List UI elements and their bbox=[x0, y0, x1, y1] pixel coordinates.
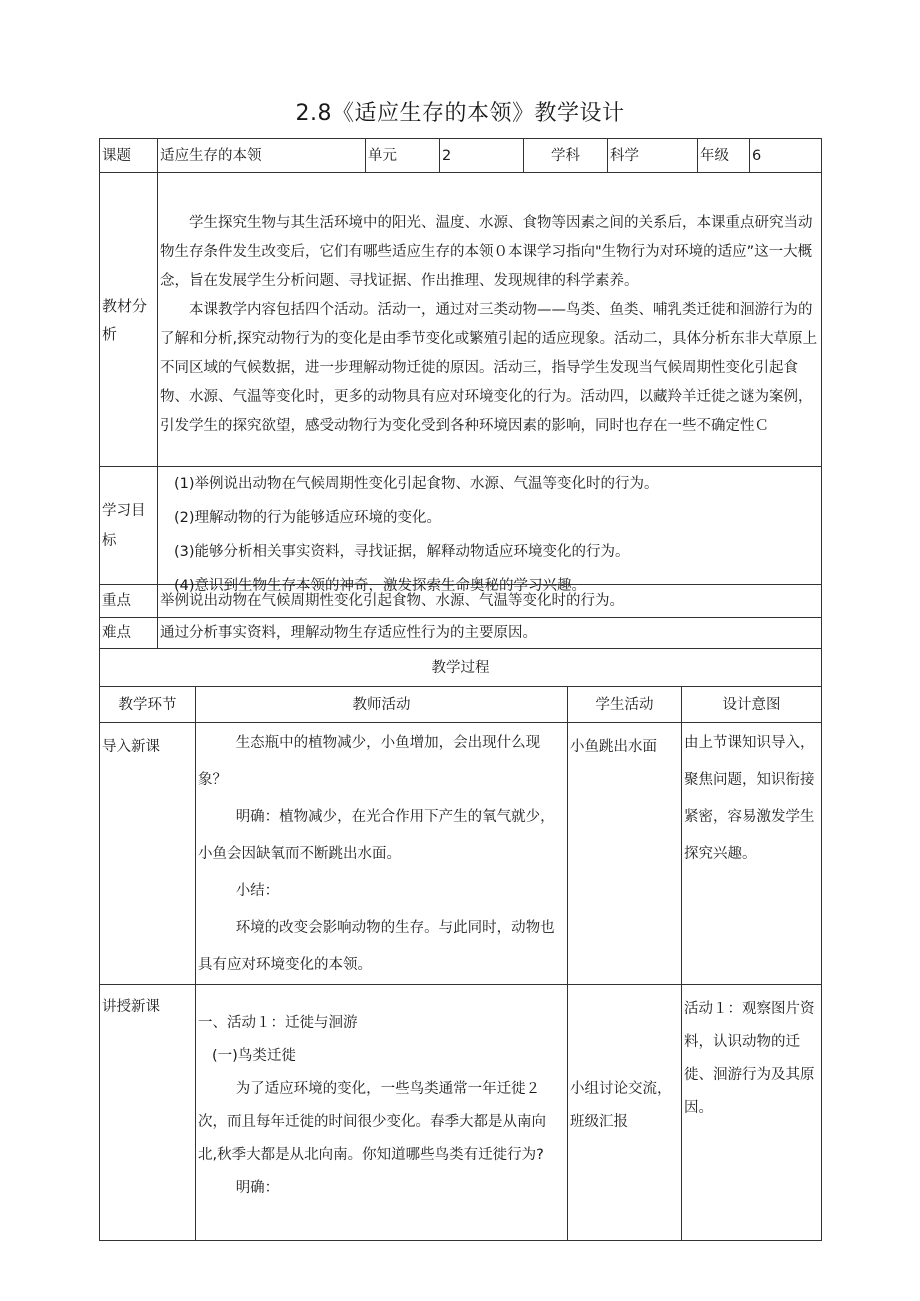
intro-teacher bbox=[196, 723, 568, 985]
lecture-conclusion-label: 明确： bbox=[235, 1180, 280, 1196]
difficulty-value: 通过分析事实资料，理解动物生存适应性行为的主要原因。 bbox=[158, 618, 822, 649]
column-header: 学生活动 bbox=[568, 687, 682, 723]
analysis-content bbox=[158, 173, 822, 467]
intro-summary-label: 小结： bbox=[235, 883, 280, 899]
objective-item: (1)举例说出动物在气候周期性变化引起食物、水源、气温等变化时的行为。 bbox=[174, 476, 659, 492]
key-point-value: 举例说出动物在气候周期性变化引起食物、水源、气温等变化时的行为。 bbox=[158, 585, 822, 618]
key-point-label: 重点 bbox=[100, 585, 158, 618]
subject-value: 科学 bbox=[608, 139, 698, 173]
course-value: 适应生存的本领 bbox=[158, 139, 366, 173]
column-header: 教学环节 bbox=[100, 687, 196, 723]
objective-item: (2)理解动物的行为能够适应环境的变化。 bbox=[174, 510, 442, 526]
analysis-paragraph-2: 本课教学内容包括四个活动。活动一，通过对三类动物——鸟类、鱼类、哺乳类迁徙和洄游行为的了解和分析,探究动物行为的变化是由季节变化或繁殖引起的适应现象。活动二，具体分析东非大草原上不同区域的气候数据，进一步理解动物迁徙的原因。活动三，指导学生发现当气候周期性变化引起食物、水源、气温等变化时，更多的动物具有应对环境变化的行为。活动四，以藏羚羊迁徙之谜为案例，引发学生的探究欲望，感受动物行为变化受到各种环境因素的影响，同时也存在一些不确定性Ｃ bbox=[160, 302, 818, 434]
lecture-student: 小组讨论交流，班级汇报 bbox=[568, 985, 682, 1241]
analysis-paragraph-1: 学生探究生物与其生活环境中的阳光、温度、水源、食物等因素之间的关系后，本课重点研究当动物生存条件发生改变后，它们有哪些适应生存的本领０本课学习指向"生物行为对环境的适应”这一大概念，旨在发展学生分析问题、寻找证据、作出推理、发现规律的科学素养。 bbox=[160, 215, 813, 289]
course-label: 课题 bbox=[100, 139, 158, 173]
lecture-teacher bbox=[196, 985, 568, 1241]
intro-question: 生态瓶中的植物减少，小鱼增加，会出现什么现象？ bbox=[198, 735, 541, 788]
lecture-paragraph: 为了适应环境的变化，一些鸟类通常一年迁徙２次，而且每年迁徙的时间很少变化。春季大都是从南向北,秋季大都是从北向南。你知道哪些鸟类有迁徙行为? bbox=[198, 1081, 546, 1163]
analysis-label: 教材分析 bbox=[100, 173, 158, 467]
objective-item: (4)意识到生物生存本领的神奇，激发探索生命奥秘的学习兴趣。 bbox=[174, 578, 587, 594]
intro-answer: 明确：植物减少，在光合作用下产生的氧气就少，小鱼会因缺氧而不断跳出水面。 bbox=[198, 809, 555, 862]
unit-value: 2 bbox=[440, 139, 524, 173]
document-title: 2.8《适应生存的本领》教学设计 bbox=[295, 101, 625, 126]
subject-label: 学科 bbox=[524, 139, 608, 173]
grade-value: 6 bbox=[750, 139, 822, 173]
intro-intent: 由上节课知识导入，聚焦问题，知识衔接紧密，容易激发学生探究兴趣。 bbox=[682, 723, 822, 985]
column-header: 设计意图 bbox=[682, 687, 822, 723]
activity-heading: 一、活动１：迁徙与洄游 bbox=[198, 1015, 358, 1031]
process-heading: 教学过程 bbox=[100, 649, 822, 687]
difficulty-label: 难点 bbox=[100, 618, 158, 649]
process-table bbox=[99, 648, 822, 1241]
intro-stage: 导入新课 bbox=[100, 723, 196, 985]
intro-student: 小鱼跳出水面 bbox=[568, 723, 682, 985]
unit-label: 单元 bbox=[366, 139, 440, 173]
objectives-label: 学习目标 bbox=[100, 467, 158, 585]
lecture-intent: 活动１：观察图片资料，认识动物的迁徙、洄游行为及其原因。 bbox=[682, 985, 822, 1241]
grade-label: 年级 bbox=[698, 139, 750, 173]
column-header: 教师活动 bbox=[196, 687, 568, 723]
section-heading: (一)鸟类迁徙 bbox=[212, 1048, 296, 1064]
lecture-stage: 讲授新课 bbox=[100, 985, 196, 1241]
objective-item: (3)能够分析相关事实资料，寻找证据，解释动物适应环境变化的行为。 bbox=[174, 544, 630, 560]
info-table bbox=[99, 138, 822, 649]
objectives-content bbox=[158, 467, 822, 594]
intro-summary: 环境的改变会影响动物的生存。与此同时，动物也具有应对环境变化的本领。 bbox=[198, 920, 555, 973]
